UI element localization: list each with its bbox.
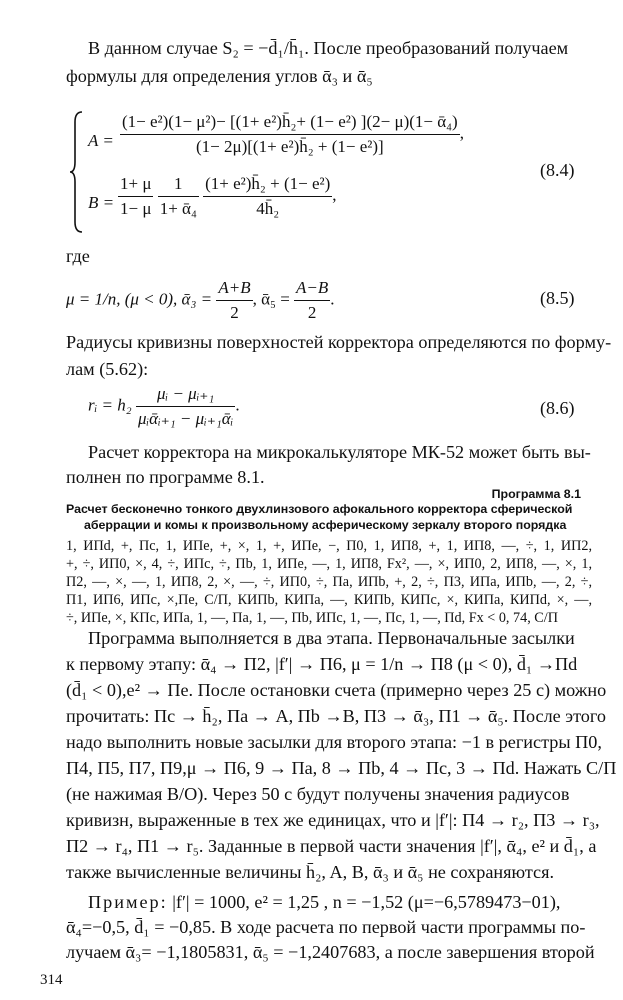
- eq84-a-lhs: A =: [88, 131, 114, 150]
- radii-line-1: Радиусы кривизны поверхностей корректора определяются по форму-: [66, 332, 612, 352]
- eq85-f2-numerator: A−B: [294, 278, 330, 301]
- eq85-part2: , ᾱ₅ =: [252, 289, 290, 309]
- exec-line-6: П4, П5, П7, П9,μ → П6, 9 → Па, 8 → Пb, 4 → Пс, 3 → Пd. Нажать С/П: [66, 758, 617, 778]
- eq84-b-f2-numerator: 1: [158, 174, 199, 197]
- exec-line-1: Программа выполняется в два этапа. Первоначальные засылки: [88, 628, 575, 648]
- exec-line-3: (d̄₁ < 0),e² → Пе. После остановки счета (примерно через 25 с) можно: [66, 680, 607, 700]
- program-title-line-2: аберрации и комы к произвольному асферическому зеркалу второго порядка: [84, 518, 567, 532]
- eq84-a-numerator: (1− e²)(1− μ²)− [(1+ e²)h̄₂+ (1− e²) ](2− μ)(1− ᾱ₄): [120, 112, 460, 135]
- eq84-b-lhs: B =: [88, 193, 115, 212]
- eq86-end: .: [235, 395, 240, 415]
- eq86-numerator: μᵢ − μᵢ₊₁: [136, 384, 235, 407]
- exec-line-10: также вычисленные величины h̄₂, A, B, ᾱ₃ и ᾱ₅ не сохраняются.: [66, 862, 554, 882]
- program-code-line-2: +, ÷, ИП0, ×, 4, ÷, ИПс, ÷, Пb, 1, ИПе, —, 1, ИП8, Fx², —, ×, ИП0, 2, ИП8, —, ×, 1,: [66, 556, 592, 572]
- program-code-line-3: П2, —, ×, —, 1, ИП8, 2, ×, —, ÷, ИП0, ÷, Па, ИПb, +, 2, ÷, П3, ИПа, ИПb, —, 2, ÷,: [66, 574, 592, 590]
- eq84-b-f2-denominator: 1+ ᾱ₄: [159, 199, 197, 218]
- exec-line-8: кривизн, выраженные в тех же единицах, что и |f′|: П4 → r₂, П3 → r₃,: [66, 810, 600, 830]
- program-code-line-5: ÷, ИПе, ×, КПс, ИПа, 1, —, Па, 1, —, Пb, ИПс, 1, —, Пс, 1, —, Пd, Fx < 0, 74, С/П: [66, 610, 558, 626]
- radii-line-2: лам (5.62):: [66, 359, 149, 379]
- eq85-f1-numerator: A+B: [216, 278, 252, 301]
- eq85-f2-denominator: 2: [307, 303, 317, 322]
- page-number: 314: [40, 972, 63, 988]
- eq84-b-fractions: [118, 174, 337, 219]
- example-line-2: ᾱ₄=−0,5, d̄₁ = −0,85. В ходе расчета по первой части программы по-: [66, 917, 586, 937]
- system-brace: [70, 110, 84, 234]
- eq85-f1-denominator: 2: [230, 303, 239, 322]
- exec-line-7: (не нажимая В/О). Через 50 с будут получены значения радиусов: [66, 784, 570, 804]
- eq84-number: (8.4): [540, 160, 575, 180]
- eq85: [66, 278, 335, 323]
- eq84-a-fraction: [120, 112, 464, 157]
- eq84-b-f1-numerator: 1+ μ: [118, 174, 153, 197]
- eq84-b-f3-denominator: 4h̄₂: [256, 199, 280, 218]
- example-line-1: [88, 892, 560, 913]
- eq84-b-comma: ,: [332, 185, 337, 205]
- example-line-1-text: |f′| = 1000, e² = 1,25 , n = −1,52 (μ=−6,5789473−01),: [167, 892, 561, 912]
- eq84-b-f1-denominator: 1− μ: [120, 199, 152, 218]
- eq84-a-denominator: (1− 2μ)[(1+ e²)h̄₂ + (1− e²)]: [196, 137, 384, 156]
- exec-line-4: прочитать: Пс → h̄₂, Па → A, Пb →B, П3 → ᾱ₃, П1 → ᾱ₅. После этого: [66, 706, 606, 726]
- where-word: где: [66, 246, 90, 266]
- intro-line-1: В данном случае S₂ = −d̄₁/h̄₁. После преобразований получаем: [88, 38, 569, 58]
- exec-line-5: надо выполнить новые засылки для второго этапа: −1 в регистры П0,: [66, 732, 602, 752]
- intro-line-2: формулы для определения углов ᾱ₃ и ᾱ₅: [66, 66, 373, 86]
- eq86-denominator: μᵢᾱᵢ₊₁ − μᵢ₊₁ᾱᵢ: [137, 409, 234, 428]
- example-line-3: лучаем ᾱ₃= −1,1805831, ᾱ₅ = −1,2407683, а после завершения второй: [66, 942, 595, 962]
- program-title-line-1: Расчет бесконечно тонкого двухлинзового афокального корректора сферической: [66, 502, 573, 516]
- eq86: [88, 384, 240, 429]
- exec-line-2: к первому этапу: ᾱ₄ → П2, |f′| → П6, μ = 1/n → П8 (μ < 0), d̄₁ →Пd: [66, 654, 578, 674]
- eq84-a-comma: ,: [459, 123, 464, 143]
- eq86-number: (8.6): [540, 398, 575, 418]
- exec-line-9: П2 → r₄, П1 → r₅. Заданные в первой части значения |f′|, ᾱ₄, e² и d̄₁, а: [66, 836, 597, 856]
- program-code-line-1: 1, ИПd, +, Пс, 1, ИПе, +, ×, 1, +, ИПе, −, П0, 1, ИП8, +, 1, ИП8, —, ÷, 1, ИП2,: [66, 538, 592, 554]
- eq85-part1: μ = 1/n, (μ < 0), ᾱ₃ =: [66, 289, 213, 309]
- eq85-number: (8.5): [540, 288, 575, 308]
- calc-line-1: Расчет корректора на микрокалькуляторе МК-52 может быть вы-: [88, 442, 591, 462]
- program-code-line-4: П1, ИП6, ИПс, ×,Пе, С/П, КИПb, КИПа, —, КИПb, КИПс, ×, КИПа, КИПd, ×, —,: [66, 592, 592, 608]
- eq84-b-f3-numerator: (1+ e²)h̄₂ + (1− e²): [203, 174, 332, 197]
- program-label: Программа 8.1: [491, 487, 581, 501]
- calc-line-2: полнен по программе 8.1.: [66, 467, 265, 487]
- example-word: Пример:: [88, 892, 168, 912]
- eq86-lhs: rᵢ = h₂: [88, 395, 132, 415]
- eq85-part3: .: [330, 289, 335, 309]
